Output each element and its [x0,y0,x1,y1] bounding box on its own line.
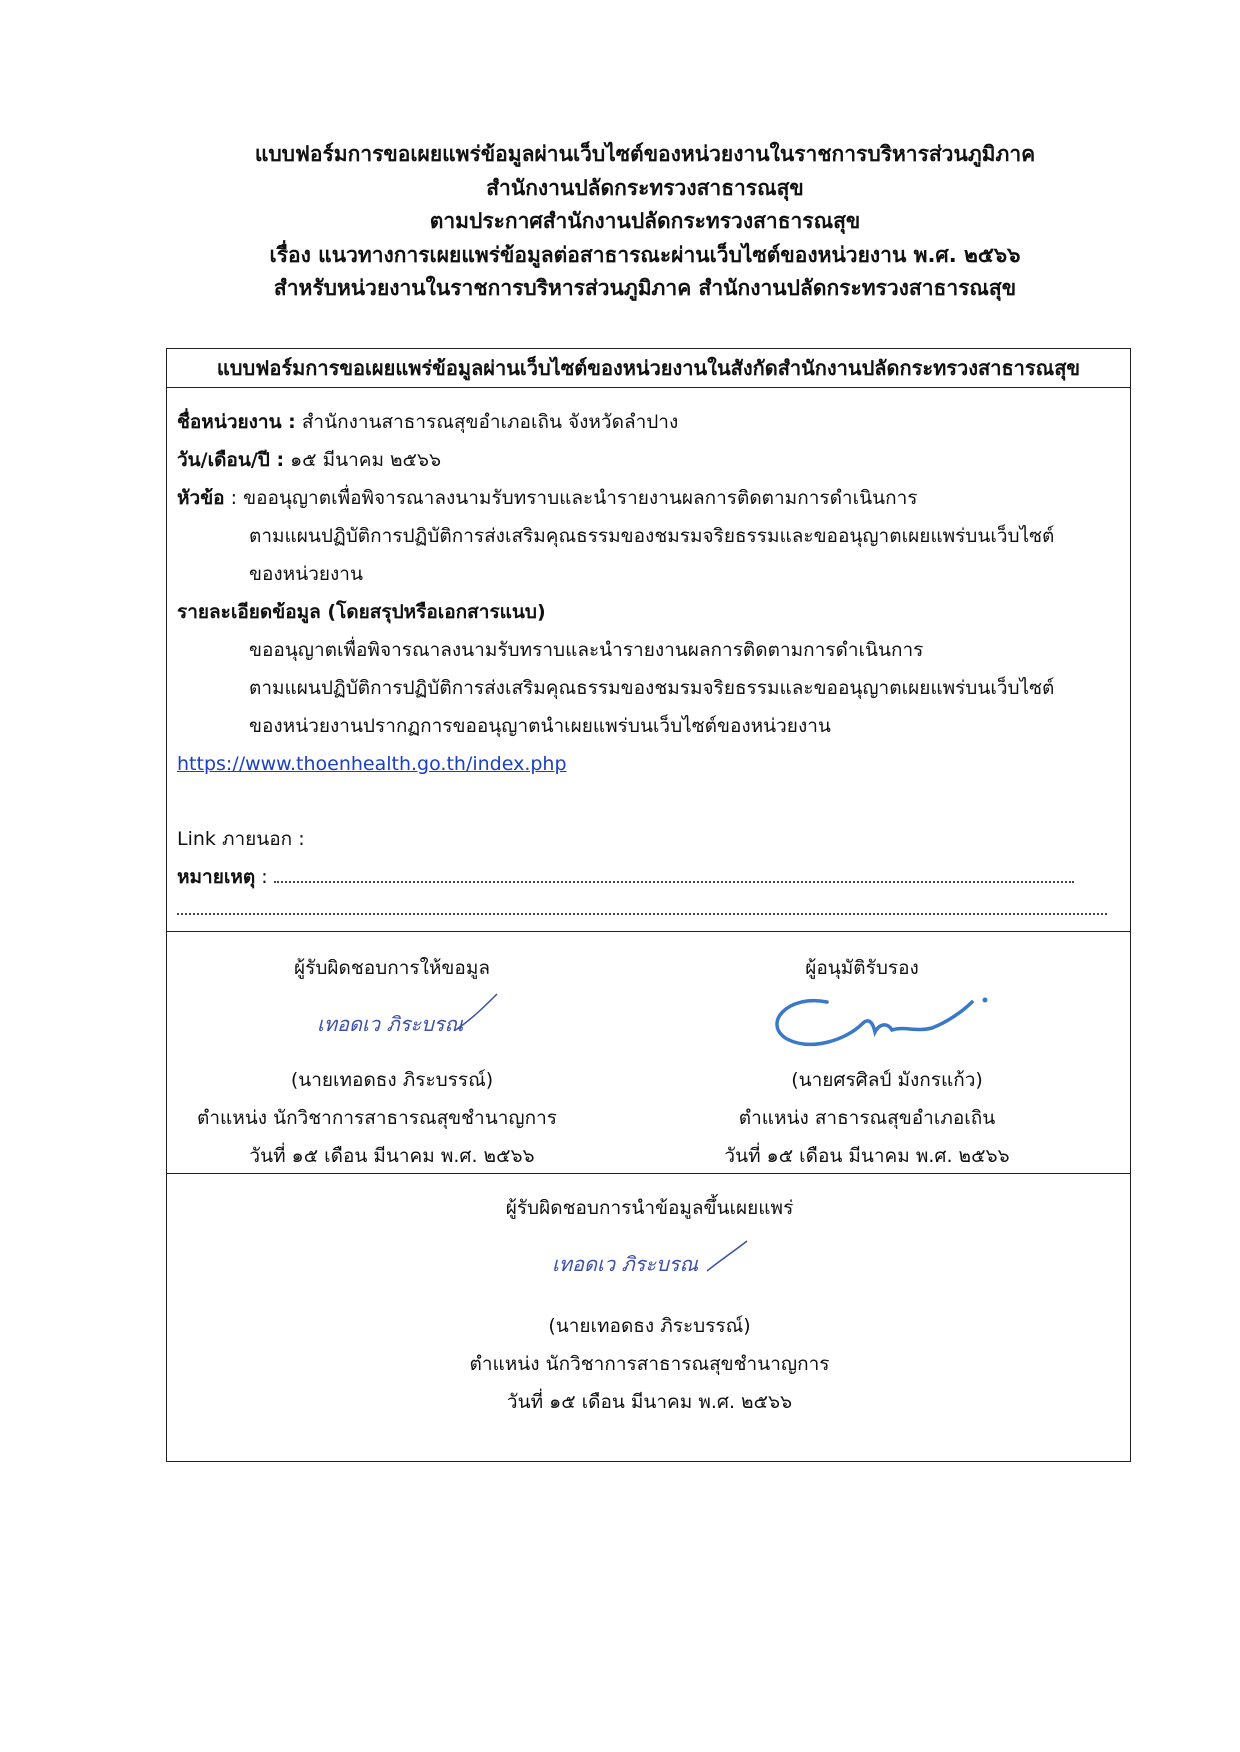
document-header [0,138,1240,306]
remarks-label: หมายเหตุ [177,866,256,888]
external-link-separator: : [292,828,305,850]
date-label: วัน/เดือน/ปี : [177,449,285,471]
provider-name: (นายเทอดธง ภิระบรรณ์) [290,1069,494,1091]
approver-name: (นายศรศิลป์ มังกรแก้ว) [791,1069,983,1091]
header-line-4: เรื่อง แนวทางการเผยแพร่ข้อมูลต่อสาธารณะผ่านเว็บไซต์ของหน่วยงาน พ.ศ. ๒๕๖๖ [269,242,1021,267]
remarks-row [177,862,1074,892]
approver-signature [767,984,997,1063]
section-divider-2 [167,1173,1130,1174]
external-link-label: Link ภายนอก [177,828,293,850]
header-line-5: สำหรับหน่วยงานในราชการบริหารส่วนภูมิภาค สำนักงานปลัดกระทรวงสาธารณสุข [273,276,1017,300]
date-row [177,445,441,475]
publisher-position: ตำแหน่ง นักวิชาการสาธารณสุขชำนาญการ [469,1353,830,1375]
external-link-row [177,824,305,854]
provider-role: ผู้รับผิดชอบการให้ขอมูล [294,957,490,979]
approver-date: วันที่ ๑๕ เดือน มีนาคม พ.ศ. ๒๕๖๖ [724,1145,1010,1167]
provider-position: ตำแหน่ง นักวิชาการสาธารณสุขชำนาญการ [197,1107,557,1129]
details-label: รายละเอียดข้อมูล (โดยสรุปหรือเอกสารแนบ) [177,601,546,623]
agency-value: สำนักงานสาธารณสุขอำเภอเถิน จังหวัดลำปาง [295,411,679,433]
approver-role: ผู้อนุมัติรับรอง [805,957,919,979]
header-line-2: สำนักงานปลัดกระทรวงสาธารณสุข [486,175,804,200]
publisher-signature [542,1229,762,1293]
publisher-signature-text: เทอดเว ภิระบรณ [552,1252,699,1276]
provider-date: วันที่ ๑๕ เดือน มีนาคม พ.ศ. ๒๕๖๖ [249,1145,535,1167]
agency-row [177,407,678,437]
subject-row [177,483,917,513]
form-title: แบบฟอร์มการขอเผยแพร่ข้อมูลผ่านเว็บไซต์ของหน่วยงานในสังกัดสำนักงานปลัดกระทรวงสาธารณสุข [167,349,1130,388]
provider-signature [307,989,507,1053]
details-line-3: ของหน่วยงานปรากฏการขออนุญาตนำเผยแพร่บนเว็บไซต์ของหน่วยงาน [249,715,831,737]
publisher-date: วันที่ ๑๕ เดือน มีนาคม พ.ศ. ๒๕๖๖ [506,1391,793,1413]
details-line-2: ตามแผนปฏิบัติการปฏิบัติการส่งเสริมคุณธรรมของชมรมจริยธรรมและขออนุญาตเผยแพร่บนเว็บไซต์ [249,677,1055,699]
section-divider-1 [167,931,1130,932]
website-link[interactable]: https://www.thoenhealth.go.th/index.php [177,753,567,775]
form-box [166,348,1131,1462]
publisher-role: ผู้รับผิดชอบการนำข้อมูลขึ้นเผยแพร่ [505,1197,794,1219]
header-line-3: ตามประกาศสำนักงานปลัดกระทรวงสาธารณสุข [429,209,861,233]
remarks-separator: : [255,866,274,888]
remarks-continuation [177,894,1107,924]
subject-line-2: ตามแผนปฏิบัติการปฏิบัติการส่งเสริมคุณธรรมของชมรมจริยธรรมและขออนุญาตเผยแพร่บนเว็บไซต์ [249,525,1055,547]
subject-value: : ขออนุญาตเพื่อพิจารณาลงนามรับทราบและนำรายงานผลการติดตามการดำเนินการ [224,487,918,509]
subject-line-3: ของหน่วยงาน [249,563,363,585]
date-value: ๑๕ มีนาคม ๒๕๖๖ [284,449,442,471]
publisher-name: (นายเทอดธง ภิระบรรณ์) [548,1315,751,1337]
provider-signature-text: เทอดเว ภิระบรณ [317,1012,464,1036]
agency-label: ชื่อหน่วยงาน : [177,411,296,433]
details-line-1: ขออนุญาตเพื่อพิจารณาลงนามรับทราบและนำรายงานผลการติดตามการดำเนินการ [249,639,924,661]
header-line-1: แบบฟอร์มการขอเผยแพร่ข้อมูลผ่านเว็บไซต์ของหน่วยงานในราชการบริหารส่วนภูมิภาค [254,142,1036,166]
approver-position: ตำแหน่ง สาธารณสุขอำเภอเถิน [738,1107,996,1129]
subject-label: หัวข้อ [177,487,225,509]
remarks-dotted-line [274,875,1074,883]
remarks-dotted-line-2 [177,907,1107,915]
